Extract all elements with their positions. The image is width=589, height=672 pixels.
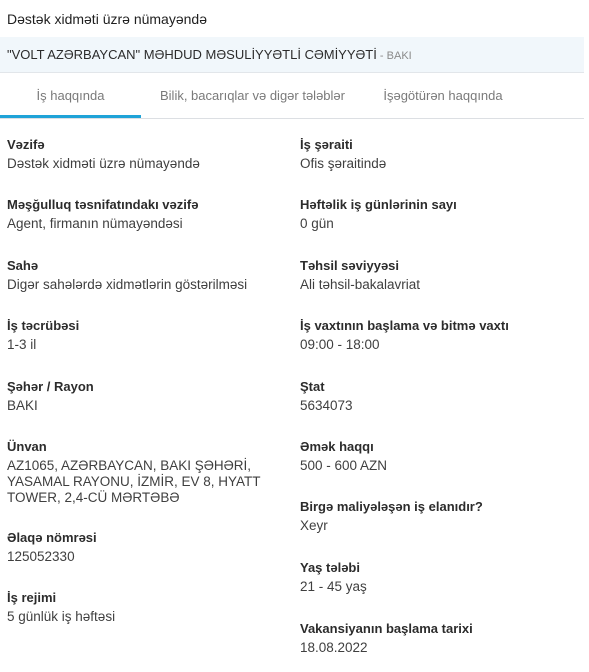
field-age-requirement bbox=[300, 560, 580, 595]
field-city bbox=[7, 379, 287, 414]
field-education-level bbox=[300, 258, 580, 293]
field-value: AZ1065, AZƏRBAYCAN, BAKI ŞƏHƏRİ, YASAMAL RAYONU, İZMİR, EV 8, HYATT TOWER, 2,4-CÜ MƏRTƏBƏ bbox=[7, 458, 261, 505]
field-value: 125052330 bbox=[7, 549, 75, 564]
tab-skills-requirements[interactable]: Bilik, bacarıqlar və digər tələblər bbox=[160, 88, 345, 103]
field-label: Vəzifə bbox=[7, 137, 45, 152]
field-label: Sahə bbox=[7, 258, 39, 273]
field-value: Dəstək xidməti üzrə nümayəndə bbox=[7, 156, 200, 171]
field-contact-number bbox=[7, 530, 287, 565]
field-cofinanced bbox=[300, 499, 580, 534]
field-position bbox=[7, 137, 287, 172]
field-label: İş şəraiti bbox=[300, 137, 353, 152]
company-line bbox=[7, 47, 412, 62]
field-label: Vakansiyanın başlama tarixi bbox=[300, 621, 473, 636]
field-work-mode bbox=[7, 590, 287, 625]
field-value: 21 - 45 yaş bbox=[300, 579, 367, 594]
field-classification-position bbox=[7, 197, 287, 232]
field-weekly-workdays bbox=[300, 197, 580, 232]
company-bar bbox=[0, 37, 584, 73]
page-title: Dəstək xidməti üzrə nümayəndə bbox=[7, 11, 207, 27]
field-label: Təhsil səviyyəsi bbox=[300, 258, 400, 273]
tab-bar bbox=[0, 74, 584, 119]
company-separator: - bbox=[376, 50, 387, 62]
field-vacancy-start-date bbox=[300, 621, 580, 656]
field-value: BAKI bbox=[7, 398, 38, 413]
field-label: Şəhər / Rayon bbox=[7, 379, 94, 394]
field-label: Həftəlik iş günlərinin sayı bbox=[300, 197, 457, 212]
company-name[interactable]: "VOLT AZƏRBAYCAN" MƏHDUD MƏSULİYYƏTLİ CƏMİYYƏTİ bbox=[7, 47, 377, 62]
field-label: Yaş tələbi bbox=[300, 560, 360, 575]
field-value: Ali təhsil-bakalavriat bbox=[300, 277, 421, 292]
active-tab-indicator bbox=[0, 115, 141, 118]
field-label: Əmək haqqı bbox=[300, 439, 374, 454]
field-label: İş rejimi bbox=[7, 590, 57, 605]
field-value: 18.08.2022 bbox=[300, 640, 368, 655]
field-value: Ofis şəraitində bbox=[300, 156, 387, 171]
field-label: Məşğulluq təsnifatındakı vəzifə bbox=[7, 197, 199, 212]
field-value: 5634073 bbox=[300, 398, 353, 413]
field-value: 09:00 - 18:00 bbox=[300, 337, 380, 352]
field-sector bbox=[7, 258, 287, 293]
company-city: BAKI bbox=[386, 50, 412, 62]
field-value: 1-3 il bbox=[7, 337, 37, 352]
field-label: Ünvan bbox=[7, 439, 47, 454]
field-work-conditions bbox=[300, 137, 580, 172]
field-label: Birgə maliyələşən iş elanıdır? bbox=[300, 499, 483, 514]
tab-about-job[interactable]: İş haqqında bbox=[36, 88, 105, 103]
field-label: Ştat bbox=[300, 379, 325, 394]
field-address bbox=[7, 439, 277, 506]
field-label: Əlaqə nömrəsi bbox=[7, 530, 97, 545]
field-value: 5 günlük iş həftəsi bbox=[7, 609, 116, 624]
tab-about-employer[interactable]: İşəgötürən haqqında bbox=[383, 88, 503, 103]
field-value: Xeyr bbox=[300, 518, 328, 533]
field-experience bbox=[7, 318, 287, 353]
field-working-hours bbox=[300, 318, 580, 353]
field-value: 500 - 600 AZN bbox=[300, 458, 388, 473]
field-value: Agent, firmanın nümayəndəsi bbox=[7, 216, 183, 231]
field-salary bbox=[300, 439, 580, 474]
field-value: 0 gün bbox=[300, 216, 334, 231]
field-value: Digər sahələrdə xidmətlərin göstərilməsi bbox=[7, 277, 248, 292]
field-label: İş təcrübəsi bbox=[7, 318, 80, 333]
field-label: İş vaxtının başlama və bitmə vaxtı bbox=[300, 318, 509, 333]
field-staff bbox=[300, 379, 580, 414]
